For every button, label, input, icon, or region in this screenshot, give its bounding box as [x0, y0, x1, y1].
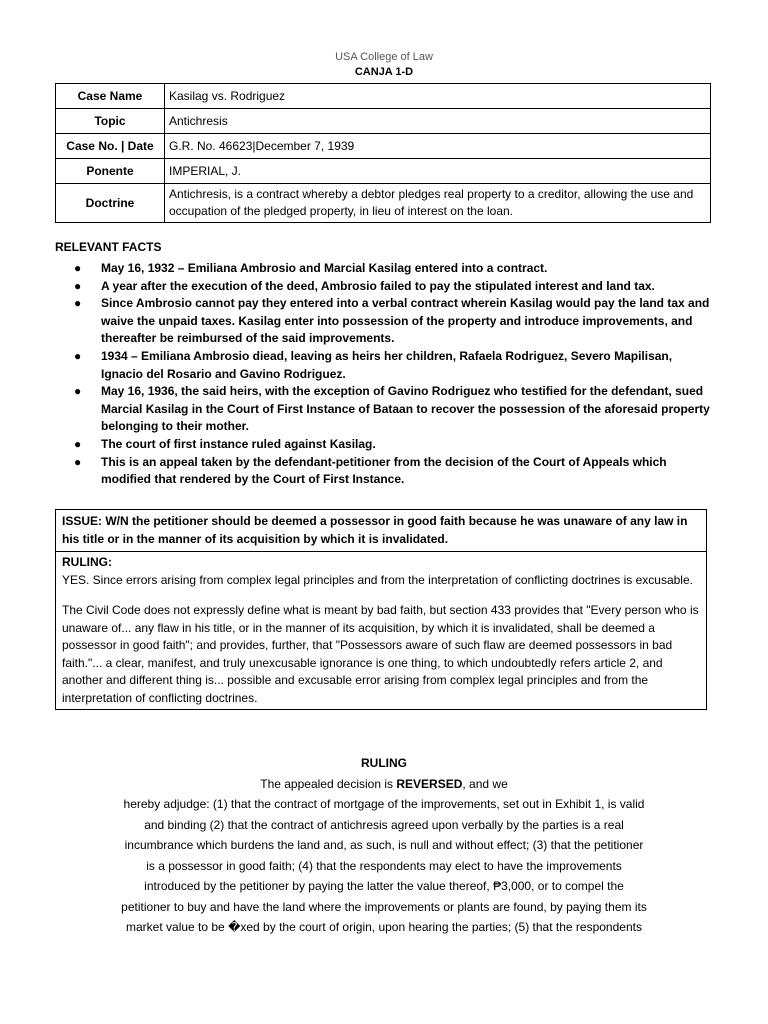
- bullet-icon: ●: [74, 296, 82, 311]
- fact-text: Since Ambrosio cannot pay they entered into a verbal contract wherein Kasilag would pay the land tax and waive the unpaid taxes. Kasilag enter into possession of the property and introduce improvements, and thereafter be reimbursed of the said improvements.: [101, 296, 710, 346]
- list-item: [74, 295, 715, 348]
- row-value: IMPERIAL, J.: [165, 159, 711, 184]
- list-item: [74, 260, 715, 278]
- fact-text: 1934 – Emiliana Ambrosio diead, leaving as heirs her children, Rafaela Rodriguez, Severo Mapilisan, Ignacio del Rosario and Gavino Rodriguez.: [101, 348, 673, 381]
- row-label: Case Name: [56, 84, 165, 109]
- list-item: [74, 436, 715, 454]
- fact-text: This is an appeal taken by the defendant-petitioner from the decision of the Court of Appeals which modified that rendered by the Court of First Instance.: [101, 454, 667, 487]
- row-label: Topic: [56, 109, 165, 134]
- ruling-reversed: REVERSED: [396, 776, 463, 791]
- bullet-icon: ●: [74, 384, 82, 399]
- ruling-section-title: RULING: [361, 756, 407, 770]
- case-info-table: [55, 83, 711, 223]
- bullet-icon: ●: [74, 278, 82, 293]
- row-label: Case No. | Date: [56, 134, 165, 159]
- list-item: [74, 348, 715, 383]
- facts-list: [55, 260, 715, 489]
- table-row: [56, 109, 711, 134]
- document-header: [0, 50, 768, 80]
- fact-text: The court of first instance ruled against Kasilag.: [101, 436, 376, 451]
- list-item: [74, 278, 715, 296]
- ruling-intro-before: The appealed decision is: [260, 776, 397, 791]
- table-row: [56, 184, 711, 223]
- table-row: [56, 134, 711, 159]
- row-label: Ponente: [56, 159, 165, 184]
- ruling-section: [120, 753, 648, 938]
- ruling-intro: [120, 774, 648, 795]
- ruling-title: RULING:: [62, 555, 112, 569]
- table-row: [56, 84, 711, 109]
- row-value: Antichresis, is a contract whereby a debtor pledges real property to a creditor, allowing the use and occupation of the pledged property, in lieu of interest on the loan.: [165, 184, 711, 223]
- bullet-icon: ●: [74, 348, 82, 363]
- row-value: Antichresis: [165, 109, 711, 134]
- ruling-paragraph: YES. Since errors arising from complex legal principles and from the interpretation of conflicting doctrines is excusable.: [62, 572, 693, 587]
- row-label: Doctrine: [56, 184, 165, 223]
- fact-text: May 16, 1936, the said heirs, with the exception of Gavino Rodriguez who testified for the defendant, sued Marcial Kasilag in the Court of First Instance of Bataan to recover the possession of the aforesaid property belonging to their mother.: [101, 384, 710, 434]
- section-title: RELEVANT FACTS: [55, 240, 162, 254]
- class-code: CANJA 1-D: [354, 66, 414, 78]
- ruling-paragraph: The Civil Code does not expressly define what is meant by bad faith, but section 433 provides that "Every person who is unaware of... any flaw in his title, or in the manner of its acquisition, by which it is invalidated, shall be deemed a possessor in good faith"; and provides, further, that "Possessors aware of such flaw are deemed possessors in bad faith."... a clear, manifest, and truly unexcusable ignorance is one thing, to which undoubtedly refers article 2, and another and different thing is... possible and excusable error arising from complex legal principles and from the interpretation of conflicting doctrines.: [62, 603, 699, 705]
- issue-statement: ISSUE: W/N the petitioner should be deemed a possessor in good faith because he was unaware of any law in his title or in the manner of its acquisition by which it is invalidated.: [56, 510, 706, 552]
- bullet-icon: ●: [74, 436, 82, 451]
- relevant-facts-section: [55, 240, 715, 489]
- issue-ruling-box: [55, 509, 707, 710]
- bullet-icon: ●: [74, 261, 82, 275]
- fact-text: May 16, 1932 – Emiliana Ambrosio and Marcial Kasilag entered into a contract.: [101, 261, 548, 275]
- table-row: [56, 159, 711, 184]
- school-name: USA College of Law: [335, 51, 433, 63]
- bullet-icon: ●: [74, 454, 82, 469]
- ruling-body: hereby adjudge: (1) that the contract of mortgage of the improvements, set out in Exhibit 1, is valid and binding (2) that the contract of antichresis agreed upon verbally by the parties is a real incumbrance which burdens the land and, as such, is null and without effect; (3) that the petitioner is a possessor in good faith; (4) that the respondents may elect to have the improvements introduced by the petitioner by paying the latter the value thereof, ₱3,000, or to compel the petitioner to buy and have the land where the improvements or plants are found, by paying them its market value to be �xed by the court of origin, upon hearing the parties; (5) that the respondents: [121, 797, 647, 934]
- ruling-intro-after: , and we: [462, 776, 508, 791]
- fact-text: A year after the execution of the deed, Ambrosio failed to pay the stipulated interest and land tax.: [101, 278, 655, 293]
- ruling-block: [56, 552, 706, 709]
- row-value: Kasilag vs. Rodriguez: [165, 84, 711, 109]
- row-value: G.R. No. 46623|December 7, 1939: [165, 134, 711, 159]
- list-item: [74, 454, 715, 489]
- list-item: [74, 383, 715, 436]
